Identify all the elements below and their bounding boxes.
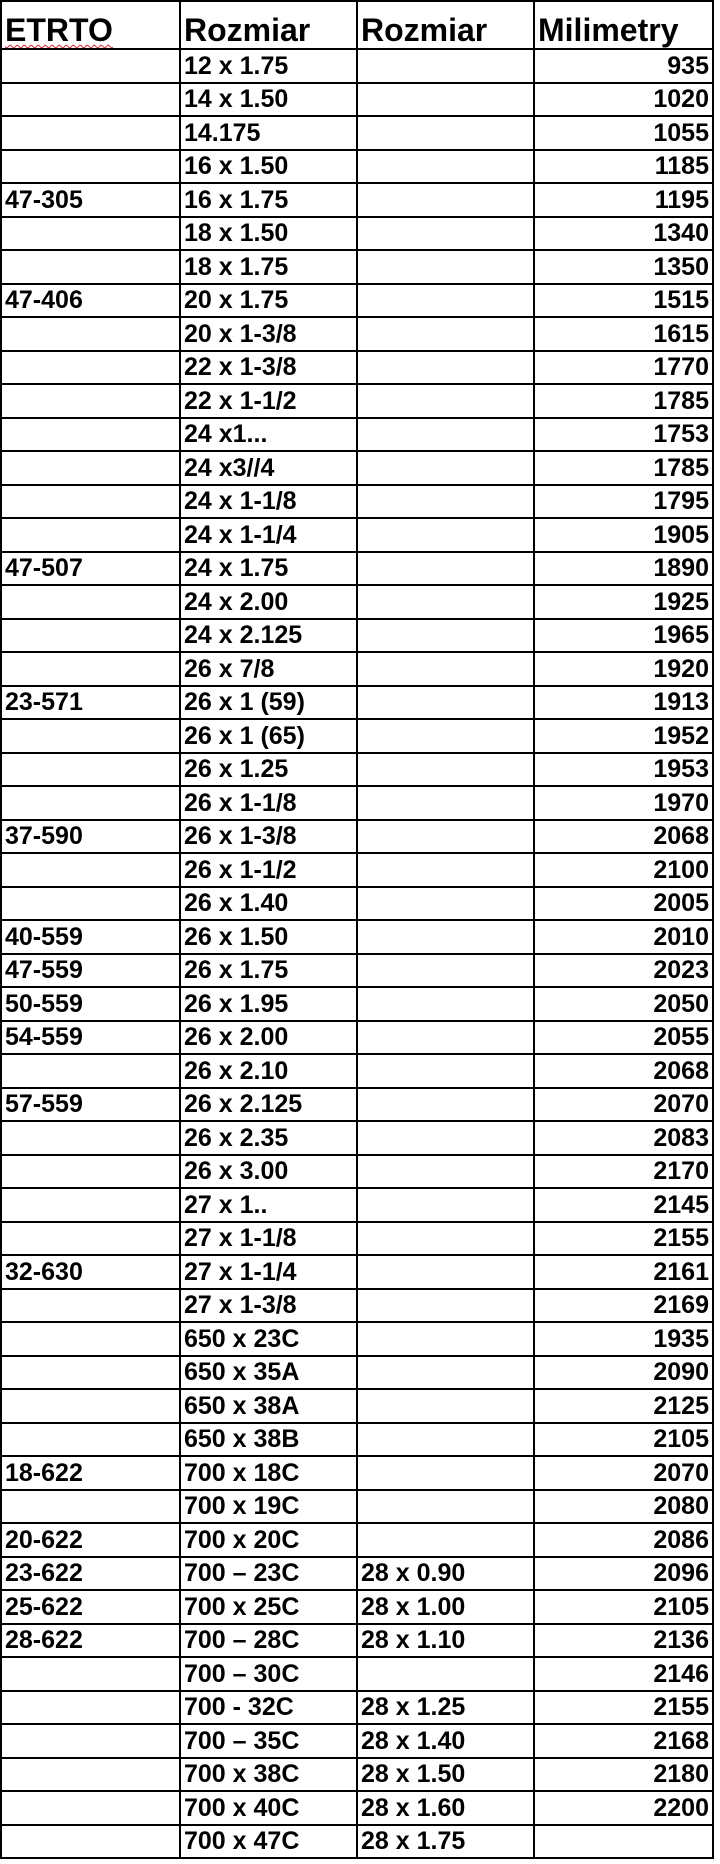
cell-rozmiar[interactable]: 12 x 1.75 — [180, 49, 357, 83]
cell-milimetry[interactable]: 2145 — [534, 1188, 713, 1222]
cell-milimetry[interactable] — [534, 1825, 713, 1859]
cell-rozmiar[interactable]: 24 x 1-1/4 — [180, 518, 357, 552]
table-row — [1, 1456, 713, 1490]
cell-rozmiar-2[interactable] — [357, 418, 534, 452]
cell-rozmiar[interactable]: 26 x 1-1/8 — [180, 786, 357, 820]
cell-rozmiar-2[interactable] — [357, 552, 534, 586]
cell-rozmiar[interactable]: 26 x 2.10 — [180, 1054, 357, 1088]
cell-rozmiar[interactable]: 14 x 1.50 — [180, 83, 357, 117]
table-row — [1, 1724, 713, 1758]
cell-rozmiar-2[interactable] — [357, 1423, 534, 1457]
table-row — [1, 853, 713, 887]
cell-rozmiar[interactable]: 26 x 1.40 — [180, 887, 357, 921]
table-header — [1, 1, 713, 49]
cell-rozmiar-2[interactable]: 28 x 1.60 — [357, 1791, 534, 1825]
cell-rozmiar[interactable]: 650 x 35A — [180, 1356, 357, 1390]
table-row — [1, 1188, 713, 1222]
cell-milimetry[interactable]: 2050 — [534, 987, 713, 1021]
cell-milimetry[interactable]: 2070 — [534, 1088, 713, 1122]
cell-rozmiar[interactable]: 20 x 1-3/8 — [180, 317, 357, 351]
cell-rozmiar[interactable]: 18 x 1.50 — [180, 217, 357, 251]
cell-rozmiar[interactable]: 700 x 47C — [180, 1825, 357, 1859]
cell-rozmiar-2[interactable] — [357, 987, 534, 1021]
cell-milimetry[interactable]: 1913 — [534, 686, 713, 720]
cell-milimetry[interactable]: 2090 — [534, 1356, 713, 1390]
table-row — [1, 485, 713, 519]
cell-rozmiar[interactable]: 700 x 25C — [180, 1590, 357, 1624]
cell-etrto[interactable]: 54-559 — [1, 1021, 180, 1055]
table-body — [1, 49, 713, 1858]
cell-etrto[interactable]: 47-305 — [1, 183, 180, 217]
cell-etrto[interactable] — [1, 1657, 180, 1691]
cell-etrto[interactable] — [1, 786, 180, 820]
cell-rozmiar-2[interactable] — [357, 920, 534, 954]
cell-milimetry[interactable]: 1753 — [534, 418, 713, 452]
cell-rozmiar[interactable]: 26 x 1.95 — [180, 987, 357, 1021]
cell-rozmiar[interactable]: 22 x 1-3/8 — [180, 351, 357, 385]
cell-rozmiar[interactable]: 700 x 18C — [180, 1456, 357, 1490]
header-rozmiar-2[interactable]: Rozmiar — [357, 1, 534, 49]
cell-milimetry[interactable]: 2055 — [534, 1021, 713, 1055]
table-row — [1, 1289, 713, 1323]
table-row — [1, 820, 713, 854]
cell-milimetry[interactable]: 1020 — [534, 83, 713, 117]
cell-milimetry[interactable]: 1925 — [534, 585, 713, 619]
cell-rozmiar[interactable]: 26 x 1.50 — [180, 920, 357, 954]
cell-milimetry[interactable]: 2136 — [534, 1624, 713, 1658]
table-row — [1, 150, 713, 184]
table-row — [1, 1557, 713, 1591]
cell-rozmiar[interactable]: 16 x 1.50 — [180, 150, 357, 184]
cell-etrto[interactable] — [1, 418, 180, 452]
cell-etrto[interactable] — [1, 619, 180, 653]
cell-rozmiar-2[interactable] — [357, 1088, 534, 1122]
cell-rozmiar-2[interactable] — [357, 1322, 534, 1356]
cell-rozmiar[interactable]: 26 x 3.00 — [180, 1155, 357, 1189]
cell-milimetry[interactable]: 2146 — [534, 1657, 713, 1691]
cell-rozmiar[interactable]: 700 – 23C — [180, 1557, 357, 1591]
table-row — [1, 619, 713, 653]
table-row — [1, 451, 713, 485]
table-row — [1, 1222, 713, 1256]
cell-etrto[interactable] — [1, 451, 180, 485]
cell-etrto[interactable] — [1, 217, 180, 251]
table-row — [1, 284, 713, 318]
table-row — [1, 1624, 713, 1658]
cell-milimetry[interactable]: 1952 — [534, 719, 713, 753]
cell-rozmiar-2[interactable] — [357, 1188, 534, 1222]
cell-milimetry[interactable]: 2168 — [534, 1724, 713, 1758]
cell-milimetry[interactable]: 1350 — [534, 250, 713, 284]
cell-rozmiar-2[interactable]: 28 x 1.50 — [357, 1758, 534, 1792]
table-row — [1, 1255, 713, 1289]
cell-rozmiar[interactable]: 26 x 2.125 — [180, 1088, 357, 1122]
cell-rozmiar[interactable]: 22 x 1-1/2 — [180, 384, 357, 418]
cell-milimetry[interactable]: 1905 — [534, 518, 713, 552]
cell-rozmiar-2[interactable] — [357, 284, 534, 318]
cell-milimetry[interactable]: 935 — [534, 49, 713, 83]
cell-etrto[interactable] — [1, 351, 180, 385]
cell-etrto[interactable]: 37-590 — [1, 820, 180, 854]
table-row — [1, 49, 713, 83]
cell-etrto[interactable]: 25-622 — [1, 1590, 180, 1624]
cell-milimetry[interactable]: 2100 — [534, 853, 713, 887]
table-row — [1, 1590, 713, 1624]
cell-milimetry[interactable]: 1770 — [534, 351, 713, 385]
table-row — [1, 1490, 713, 1524]
cell-rozmiar[interactable]: 26 x 1.25 — [180, 753, 357, 787]
cell-rozmiar[interactable]: 27 x 1-1/4 — [180, 1255, 357, 1289]
cell-rozmiar-2[interactable] — [357, 786, 534, 820]
table-row — [1, 418, 713, 452]
cell-rozmiar[interactable]: 700 – 28C — [180, 1624, 357, 1658]
cell-milimetry[interactable]: 1615 — [534, 317, 713, 351]
table-row — [1, 116, 713, 150]
header-etrto-label: ETRTO — [5, 12, 113, 48]
cell-milimetry[interactable]: 2086 — [534, 1523, 713, 1557]
cell-rozmiar[interactable]: 700 – 30C — [180, 1657, 357, 1691]
cell-etrto[interactable] — [1, 1423, 180, 1457]
cell-rozmiar[interactable]: 16 x 1.75 — [180, 183, 357, 217]
cell-rozmiar[interactable]: 26 x 1-3/8 — [180, 820, 357, 854]
cell-rozmiar[interactable]: 27 x 1-3/8 — [180, 1289, 357, 1323]
cell-rozmiar[interactable]: 26 x 1 (59) — [180, 686, 357, 720]
cell-etrto[interactable] — [1, 853, 180, 887]
cell-rozmiar[interactable]: 26 x 1 (65) — [180, 719, 357, 753]
cell-milimetry[interactable]: 1970 — [534, 786, 713, 820]
cell-etrto[interactable] — [1, 719, 180, 753]
cell-milimetry[interactable]: 2068 — [534, 1054, 713, 1088]
cell-milimetry[interactable]: 1195 — [534, 183, 713, 217]
table-row — [1, 585, 713, 619]
table-row — [1, 83, 713, 117]
cell-rozmiar-2[interactable] — [357, 317, 534, 351]
cell-rozmiar-2[interactable] — [357, 518, 534, 552]
cell-etrto[interactable] — [1, 1289, 180, 1323]
table-row — [1, 1691, 713, 1725]
cell-etrto[interactable] — [1, 150, 180, 184]
cell-rozmiar-2[interactable] — [357, 1155, 534, 1189]
cell-rozmiar[interactable]: 24 x 1-1/8 — [180, 485, 357, 519]
table-row — [1, 1423, 713, 1457]
cell-rozmiar[interactable]: 700 x 38C — [180, 1758, 357, 1792]
table-row — [1, 384, 713, 418]
cell-etrto[interactable] — [1, 518, 180, 552]
cell-rozmiar-2[interactable] — [357, 753, 534, 787]
table-row — [1, 518, 713, 552]
cell-etrto[interactable] — [1, 83, 180, 117]
cell-rozmiar[interactable]: 26 x 2.00 — [180, 1021, 357, 1055]
table-row — [1, 1791, 713, 1825]
cell-milimetry[interactable]: 2068 — [534, 820, 713, 854]
table-row — [1, 250, 713, 284]
table-row — [1, 217, 713, 251]
cell-rozmiar-2[interactable] — [357, 183, 534, 217]
table-row — [1, 954, 713, 988]
cell-rozmiar-2[interactable]: 28 x 1.75 — [357, 1825, 534, 1859]
cell-rozmiar-2[interactable] — [357, 1222, 534, 1256]
cell-milimetry[interactable]: 1055 — [534, 116, 713, 150]
cell-rozmiar-2[interactable] — [357, 1456, 534, 1490]
cell-rozmiar[interactable]: 20 x 1.75 — [180, 284, 357, 318]
cell-rozmiar-2[interactable] — [357, 217, 534, 251]
cell-milimetry[interactable]: 2096 — [534, 1557, 713, 1591]
cell-etrto[interactable]: 20-622 — [1, 1523, 180, 1557]
cell-milimetry[interactable]: 1785 — [534, 451, 713, 485]
cell-milimetry[interactable]: 2155 — [534, 1222, 713, 1256]
cell-etrto[interactable] — [1, 1356, 180, 1390]
cell-rozmiar-2[interactable] — [357, 384, 534, 418]
cell-rozmiar-2[interactable]: 28 x 1.00 — [357, 1590, 534, 1624]
table-row — [1, 887, 713, 921]
cell-etrto[interactable] — [1, 1054, 180, 1088]
cell-milimetry[interactable]: 2180 — [534, 1758, 713, 1792]
cell-etrto[interactable] — [1, 1121, 180, 1155]
cell-milimetry[interactable]: 1920 — [534, 652, 713, 686]
table-row — [1, 552, 713, 586]
cell-rozmiar[interactable]: 700 x 20C — [180, 1523, 357, 1557]
table-row — [1, 1121, 713, 1155]
cell-rozmiar-2[interactable] — [357, 250, 534, 284]
cell-etrto[interactable] — [1, 317, 180, 351]
table-row — [1, 1088, 713, 1122]
cell-rozmiar-2[interactable] — [357, 686, 534, 720]
cell-etrto[interactable] — [1, 49, 180, 83]
cell-etrto[interactable]: 18-622 — [1, 1456, 180, 1490]
table-row — [1, 652, 713, 686]
cell-etrto[interactable]: 23-622 — [1, 1557, 180, 1591]
header-rozmiar[interactable]: Rozmiar — [180, 1, 357, 49]
cell-etrto[interactable] — [1, 250, 180, 284]
cell-etrto[interactable] — [1, 1188, 180, 1222]
cell-etrto[interactable] — [1, 652, 180, 686]
cell-milimetry[interactable]: 1953 — [534, 753, 713, 787]
cell-milimetry[interactable]: 2105 — [534, 1423, 713, 1457]
cell-rozmiar[interactable]: 700 x 40C — [180, 1791, 357, 1825]
cell-etrto[interactable] — [1, 753, 180, 787]
cell-rozmiar-2[interactable]: 28 x 0.90 — [357, 1557, 534, 1591]
cell-rozmiar-2[interactable] — [357, 619, 534, 653]
cell-rozmiar-2[interactable] — [357, 1255, 534, 1289]
cell-rozmiar[interactable]: 18 x 1.75 — [180, 250, 357, 284]
cell-etrto[interactable] — [1, 116, 180, 150]
cell-etrto[interactable]: 57-559 — [1, 1088, 180, 1122]
cell-rozmiar-2[interactable] — [357, 954, 534, 988]
header-row — [1, 1, 713, 49]
table-row — [1, 1155, 713, 1189]
cell-rozmiar[interactable]: 24 x1... — [180, 418, 357, 452]
cell-etrto[interactable] — [1, 1724, 180, 1758]
header-milimetry[interactable]: Milimetry — [534, 1, 713, 49]
table-row — [1, 920, 713, 954]
cell-rozmiar[interactable]: 700 x 19C — [180, 1490, 357, 1524]
table-row — [1, 317, 713, 351]
cell-milimetry[interactable]: 2083 — [534, 1121, 713, 1155]
cell-etrto[interactable]: 47-507 — [1, 552, 180, 586]
cell-rozmiar-2[interactable]: 28 x 1.10 — [357, 1624, 534, 1658]
header-etrto[interactable] — [1, 1, 180, 49]
cell-etrto[interactable]: 47-559 — [1, 954, 180, 988]
table-row — [1, 719, 713, 753]
cell-rozmiar[interactable]: 14.175 — [180, 116, 357, 150]
cell-milimetry[interactable]: 2170 — [534, 1155, 713, 1189]
cell-rozmiar-2[interactable] — [357, 585, 534, 619]
cell-rozmiar-2[interactable] — [357, 116, 534, 150]
cell-milimetry[interactable]: 1935 — [534, 1322, 713, 1356]
table-row — [1, 1356, 713, 1390]
cell-milimetry[interactable]: 1795 — [534, 485, 713, 519]
cell-rozmiar-2[interactable] — [357, 1389, 534, 1423]
cell-etrto[interactable] — [1, 1222, 180, 1256]
cell-rozmiar-2[interactable] — [357, 351, 534, 385]
cell-milimetry[interactable]: 1515 — [534, 284, 713, 318]
table-row — [1, 1322, 713, 1356]
table-row — [1, 753, 713, 787]
cell-etrto[interactable]: 32-630 — [1, 1255, 180, 1289]
table-row — [1, 686, 713, 720]
cell-milimetry[interactable]: 2105 — [534, 1590, 713, 1624]
cell-rozmiar[interactable]: 27 x 1-1/8 — [180, 1222, 357, 1256]
cell-rozmiar[interactable]: 26 x 7/8 — [180, 652, 357, 686]
cell-rozmiar-2[interactable] — [357, 1490, 534, 1524]
cell-rozmiar[interactable]: 650 x 38A — [180, 1389, 357, 1423]
cell-rozmiar-2[interactable] — [357, 1657, 534, 1691]
cell-milimetry[interactable]: 2155 — [534, 1691, 713, 1725]
cell-rozmiar-2[interactable] — [357, 1289, 534, 1323]
cell-milimetry[interactable]: 2023 — [534, 954, 713, 988]
table-row — [1, 1054, 713, 1088]
table-row — [1, 183, 713, 217]
cell-milimetry[interactable]: 2080 — [534, 1490, 713, 1524]
cell-etrto[interactable] — [1, 485, 180, 519]
cell-milimetry[interactable]: 2005 — [534, 887, 713, 921]
cell-rozmiar-2[interactable]: 28 x 1.25 — [357, 1691, 534, 1725]
cell-etrto[interactable] — [1, 1322, 180, 1356]
cell-rozmiar[interactable]: 24 x 1.75 — [180, 552, 357, 586]
cell-etrto[interactable] — [1, 585, 180, 619]
cell-etrto[interactable] — [1, 887, 180, 921]
cell-rozmiar-2[interactable] — [357, 652, 534, 686]
table-row — [1, 1758, 713, 1792]
cell-rozmiar-2[interactable]: 28 x 1.40 — [357, 1724, 534, 1758]
cell-rozmiar-2[interactable] — [357, 1356, 534, 1390]
table-row — [1, 1021, 713, 1055]
cell-milimetry[interactable]: 2200 — [534, 1791, 713, 1825]
cell-rozmiar[interactable]: 24 x 2.00 — [180, 585, 357, 619]
cell-rozmiar[interactable]: 650 x 38B — [180, 1423, 357, 1457]
cell-rozmiar-2[interactable] — [357, 451, 534, 485]
table-row — [1, 786, 713, 820]
cell-milimetry[interactable]: 2161 — [534, 1255, 713, 1289]
table-row — [1, 1389, 713, 1423]
table-row — [1, 1657, 713, 1691]
cell-milimetry[interactable]: 2070 — [534, 1456, 713, 1490]
cell-milimetry[interactable]: 2169 — [534, 1289, 713, 1323]
cell-etrto[interactable] — [1, 384, 180, 418]
cell-rozmiar[interactable]: 27 x 1.. — [180, 1188, 357, 1222]
cell-milimetry[interactable]: 1965 — [534, 619, 713, 653]
cell-etrto[interactable]: 47-406 — [1, 284, 180, 318]
cell-milimetry[interactable]: 1785 — [534, 384, 713, 418]
cell-rozmiar[interactable]: 24 x3//4 — [180, 451, 357, 485]
cell-rozmiar[interactable]: 26 x 2.35 — [180, 1121, 357, 1155]
cell-rozmiar-2[interactable] — [357, 83, 534, 117]
cell-rozmiar[interactable]: 26 x 1-1/2 — [180, 853, 357, 887]
cell-milimetry[interactable]: 2010 — [534, 920, 713, 954]
cell-rozmiar-2[interactable] — [357, 1121, 534, 1155]
cell-etrto[interactable] — [1, 1791, 180, 1825]
cell-milimetry[interactable]: 1890 — [534, 552, 713, 586]
cell-etrto[interactable] — [1, 1155, 180, 1189]
cell-rozmiar-2[interactable] — [357, 853, 534, 887]
cell-milimetry[interactable]: 1185 — [534, 150, 713, 184]
table-row — [1, 1825, 713, 1859]
cell-etrto[interactable]: 40-559 — [1, 920, 180, 954]
cell-rozmiar[interactable]: 700 - 32C — [180, 1691, 357, 1725]
cell-rozmiar[interactable]: 650 x 23C — [180, 1322, 357, 1356]
cell-rozmiar-2[interactable] — [357, 485, 534, 519]
table-row — [1, 987, 713, 1021]
cell-rozmiar-2[interactable] — [357, 1021, 534, 1055]
cell-rozmiar-2[interactable] — [357, 150, 534, 184]
cell-etrto[interactable] — [1, 1691, 180, 1725]
table-row — [1, 1523, 713, 1557]
table-row — [1, 351, 713, 385]
cell-etrto[interactable] — [1, 1389, 180, 1423]
cell-rozmiar-2[interactable] — [357, 1523, 534, 1557]
cell-rozmiar[interactable]: 700 – 35C — [180, 1724, 357, 1758]
cell-etrto[interactable] — [1, 1490, 180, 1524]
cell-rozmiar-2[interactable] — [357, 887, 534, 921]
cell-etrto[interactable] — [1, 1825, 180, 1859]
cell-rozmiar-2[interactable] — [357, 719, 534, 753]
cell-milimetry[interactable]: 2125 — [534, 1389, 713, 1423]
cell-etrto[interactable]: 23-571 — [1, 686, 180, 720]
cell-rozmiar-2[interactable] — [357, 49, 534, 83]
cell-rozmiar[interactable]: 24 x 2.125 — [180, 619, 357, 653]
cell-rozmiar-2[interactable] — [357, 1054, 534, 1088]
cell-rozmiar[interactable]: 26 x 1.75 — [180, 954, 357, 988]
cell-rozmiar-2[interactable] — [357, 820, 534, 854]
cell-etrto[interactable] — [1, 1758, 180, 1792]
cell-etrto[interactable]: 28-622 — [1, 1624, 180, 1658]
cell-milimetry[interactable]: 1340 — [534, 217, 713, 251]
cell-etrto[interactable]: 50-559 — [1, 987, 180, 1021]
